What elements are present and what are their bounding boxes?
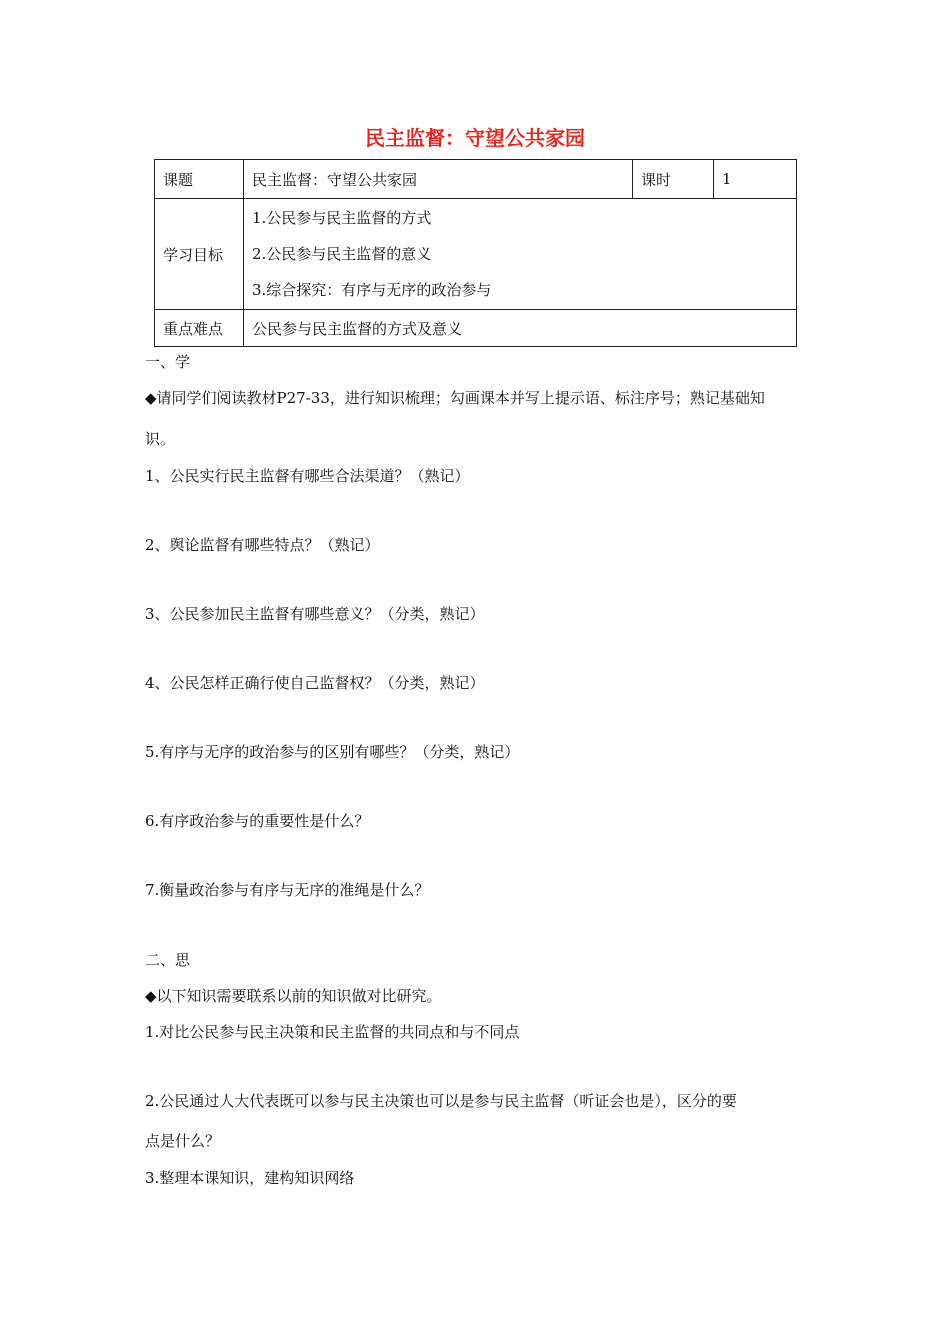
learn-intro-line2: 识。 [145, 430, 176, 448]
question-item: 7.衡量政治参与有序与无序的准绳是什么？ [145, 881, 430, 899]
table-row-goals [155, 199, 797, 310]
table-row-keypoints [155, 310, 797, 347]
topic-label: 课题 [155, 160, 244, 199]
think-intro: ◆以下知识需要联系以前的知识做对比研究。 [145, 987, 442, 1005]
goals-cell [244, 199, 797, 310]
goal-item: 2.公民参与民主监督的意义 [252, 245, 432, 263]
topic-value: 民主监督：守望公共家园 [244, 160, 633, 199]
page-title: 民主监督：守望公共家园 [365, 126, 585, 150]
hours-label: 课时 [633, 160, 714, 199]
goal-item: 3.综合探究：有序与无序的政治参与 [252, 281, 492, 299]
keypoints-label: 重点难点 [155, 310, 244, 347]
question-item: 5.有序与无序的政治参与的区别有哪些？（分类，熟记） [145, 743, 520, 761]
goal-item: 1.公民参与民主监督的方式 [252, 209, 432, 227]
section-heading-learn: 一、学 [145, 353, 191, 371]
learn-intro-line1: ◆请同学们阅读教材P27-33，进行知识梳理；勾画课本并写上提示语、标注序号；熟记基础知 [145, 389, 765, 407]
table-row-topic [155, 160, 797, 199]
think-item-3: 3.整理本课知识，建构知识网络 [145, 1169, 355, 1187]
question-item: 3、公民参加民主监督有哪些意义？（分类，熟记） [145, 605, 485, 623]
section-heading-think: 二、思 [145, 951, 191, 969]
think-item-2-line2: 点是什么？ [145, 1132, 221, 1150]
keypoints-value: 公民参与民主监督的方式及意义 [244, 310, 797, 347]
think-item-2-line1: 2.公民通过人大代表既可以参与民主决策也可以是参与民主监督（听证会也是），区分的要 [145, 1092, 737, 1110]
question-item: 6.有序政治参与的重要性是什么？ [145, 812, 370, 830]
think-item-1: 1.对比公民参与民主决策和民主监督的共同点和与不同点 [145, 1023, 520, 1041]
hours-value: 1 [714, 160, 797, 199]
lesson-info-table [154, 159, 797, 347]
question-item: 4、公民怎样正确行使自己监督权？（分类，熟记） [145, 674, 485, 692]
question-item: 1、公民实行民主监督有哪些合法渠道？（熟记） [145, 467, 470, 485]
question-item: 2、舆论监督有哪些特点？（熟记） [145, 536, 380, 554]
goals-label: 学习目标 [155, 199, 244, 310]
